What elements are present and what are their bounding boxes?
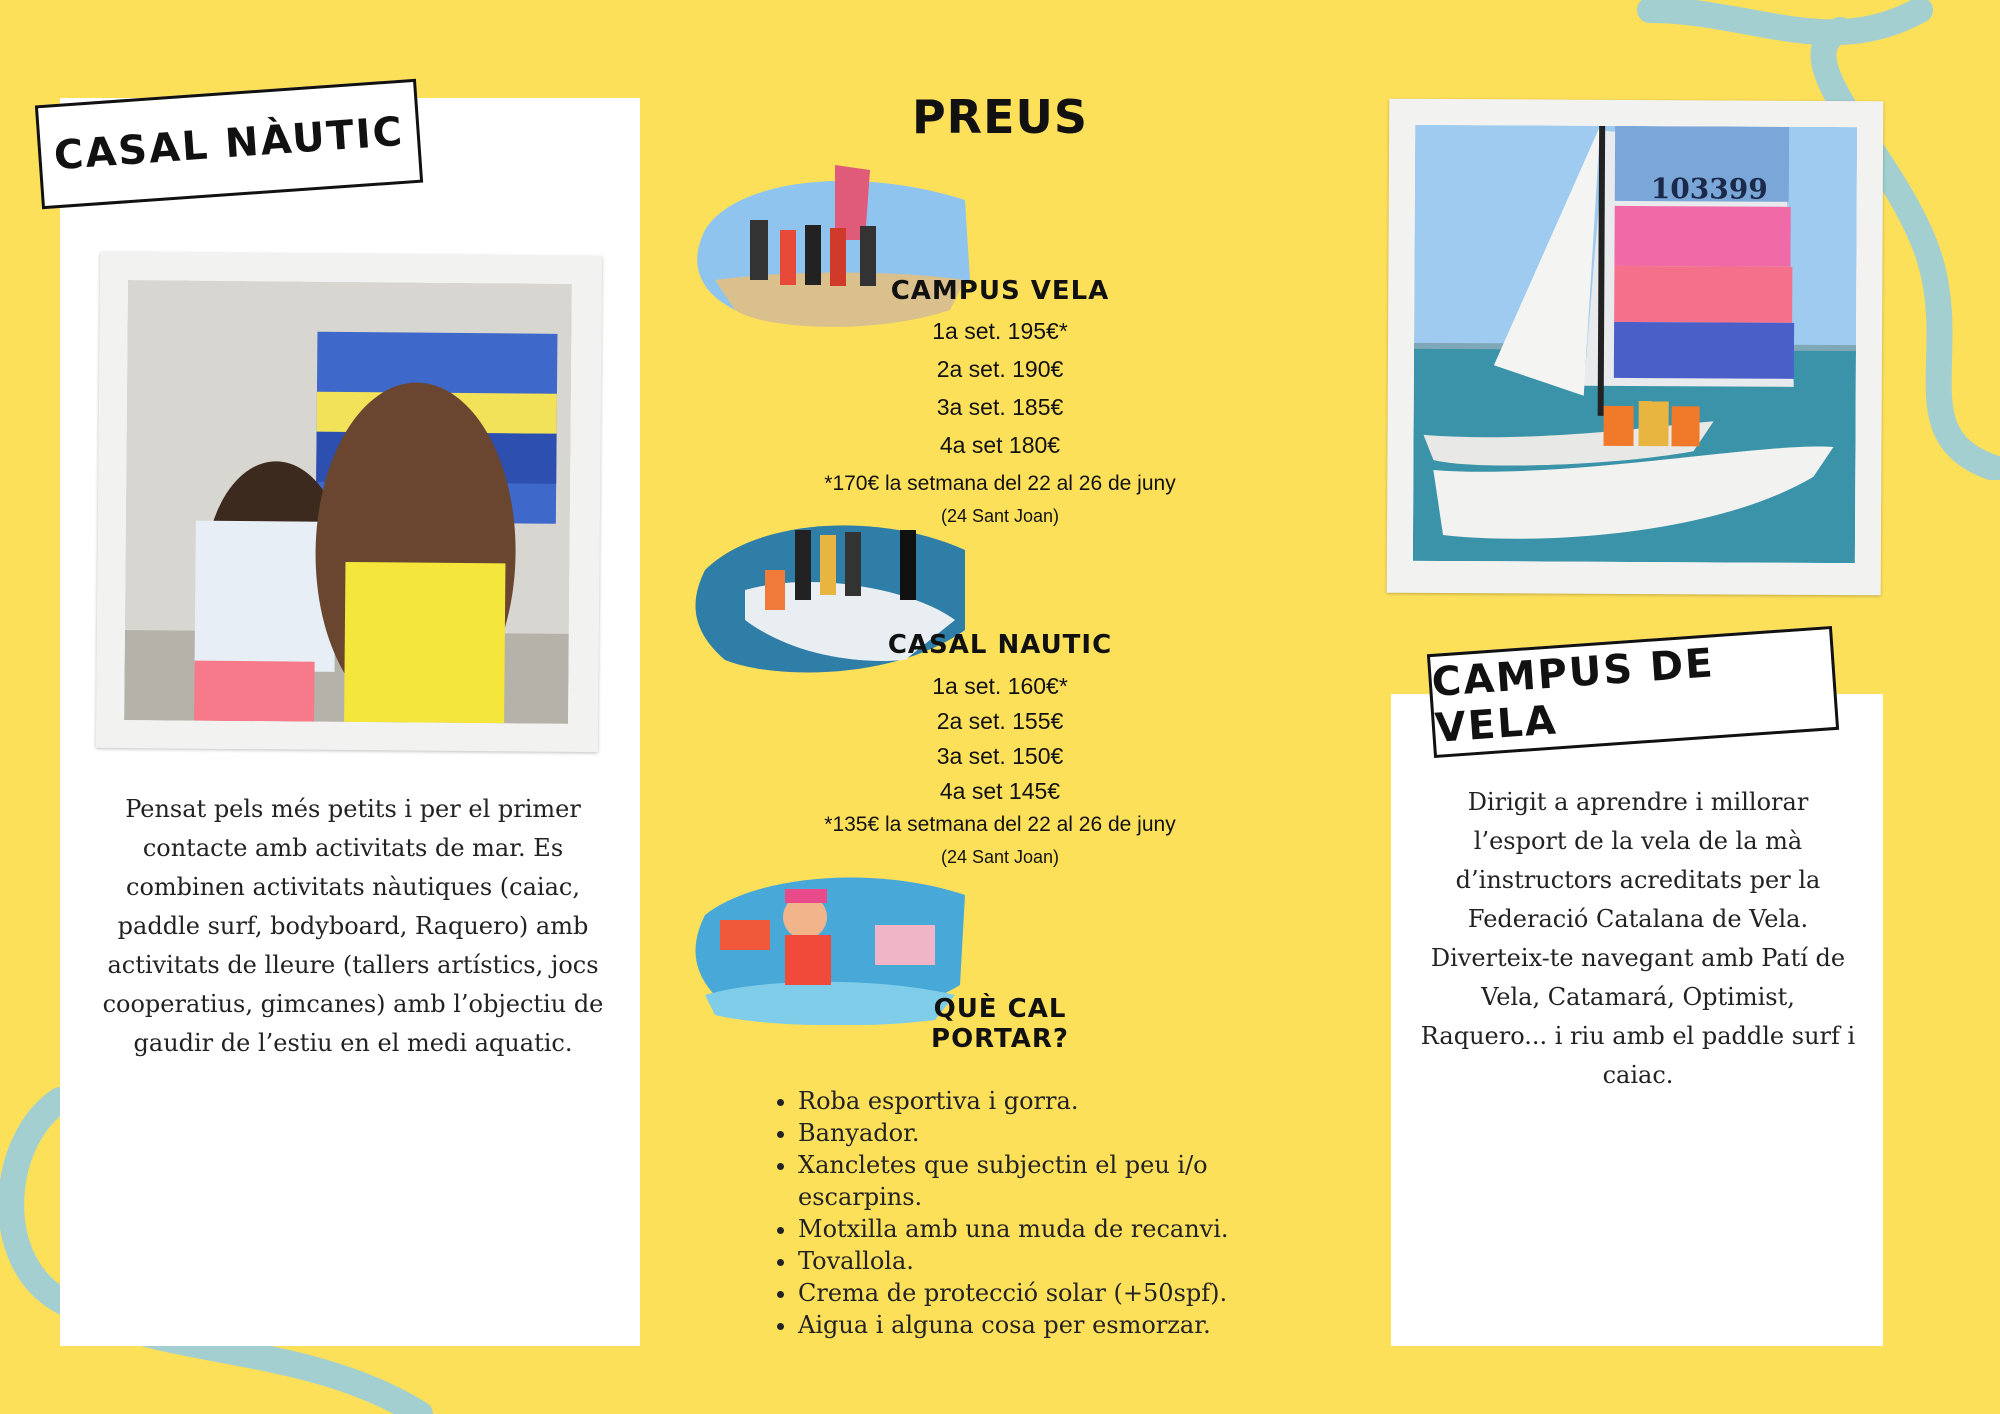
catamaran-photo [1413,125,1857,563]
list-item: • Banyador. [798,1117,1298,1149]
casal-nautic-price-3: 3a set. 150€ [936,743,1064,769]
list-item: • Xancletes que subjectin el peu i/o escarpins. [798,1149,1298,1213]
painting-photo [124,280,572,724]
painting-photo-frame [96,252,602,752]
list-item: • Roba esportiva i gorra. [798,1085,1298,1117]
campus-vela-heading: CAMPUS VELA [890,276,1110,306]
casal-nautic-price-1: 1a set. 160€* [932,673,1068,699]
que-cal-portar-list [770,1085,1298,1341]
campus-vela-blob-photo [695,160,975,335]
campus-de-vela-title: CAMPUS DE VELA [1430,640,1716,752]
list-item: • Crema de protecció solar (+50spf). [798,1277,1298,1309]
campus-de-vela-description: Dirigit a aprendre i millorar l’esport de la vela de la mà d’instructors acreditats per la Federació Catalana de Vela. Diverteix-te navegant amb Patí de Vela, Catamará, Optimist, Raquero... i riu amb el paddle surf i caiac. [1420,788,1856,1089]
catamaran-photo-frame [1387,99,1884,596]
list-item: • Motxilla amb una muda de recanvi. [798,1213,1298,1245]
campus-vela-note: *170€ la setmana del 22 al 26 de juny [824,472,1176,495]
list-item: • Tovallola. [798,1245,1298,1277]
campus-vela-note-sub: (24 Sant Joan) [940,506,1060,526]
casal-nautic-price-4: 4a set 145€ [939,778,1061,804]
casal-nautic-note-sub: (24 Sant Joan) [940,847,1060,867]
preus-title: PREUS [911,90,1089,144]
sail-number: 103399 [1650,172,1768,206]
campus-vela-price-4: 4a set 180€ [939,432,1061,458]
casal-nautic-description: Pensat pels més petits i per el primer contacte amb activitats de mar. Es combinen activitats nàutiques (caiac, paddle surf, bodyboard, Raquero) amb activitats de lleure (tallers artístics, jocs cooperatius, gimcanes) amb l’objectiu de gaudir de l’estiu en el medi aquatic. [102,795,604,1057]
casal-nautic-price-2: 2a set. 155€ [936,708,1064,734]
casal-nautic-heading: CASAL NAUTIC [887,630,1113,660]
que-cal-portar-heading: QUÈ CAL PORTAR? [931,994,1069,1054]
list-item: • Aigua i alguna cosa per esmorzar. [798,1309,1298,1341]
campus-vela-price-1: 1a set. 195€* [932,318,1068,344]
casal-nautic-note: *135€ la setmana del 22 al 26 de juny [824,813,1176,836]
campus-vela-price-3: 3a set. 185€ [936,394,1064,420]
campus-vela-price-2: 2a set. 190€ [936,356,1064,382]
casal-nautic-title: CASAL NÀUTIC [52,108,406,180]
